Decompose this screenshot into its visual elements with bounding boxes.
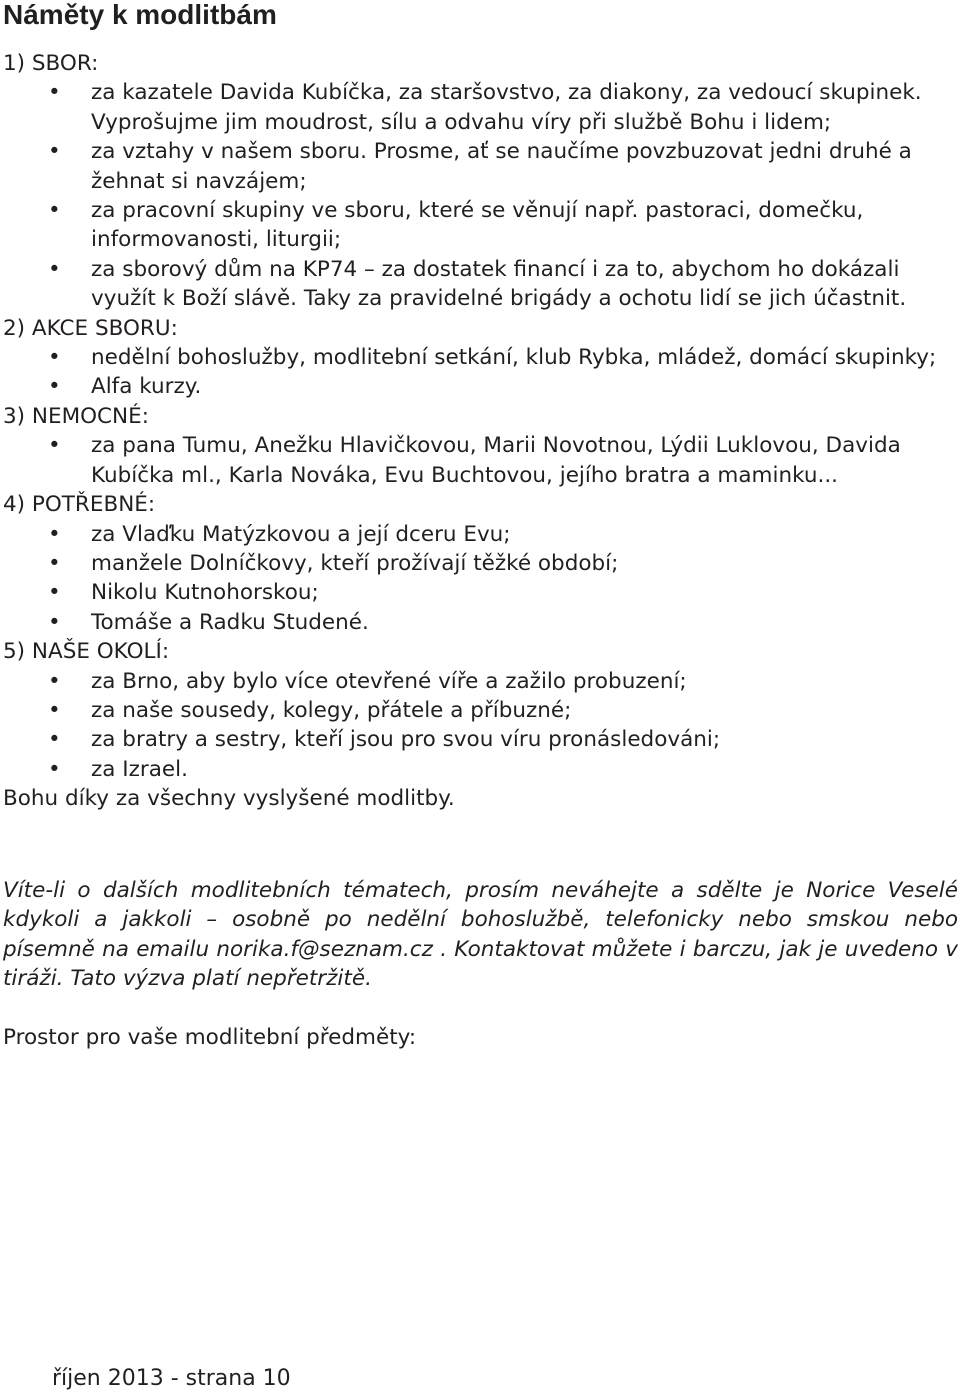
section-heading: 2) AKCE SBORU:	[3, 315, 178, 341]
space-label: Prostor pro vaše modlitební předměty:	[3, 1025, 417, 1050]
section-in-need	[3, 490, 958, 637]
section-church	[3, 49, 958, 314]
item-list	[3, 78, 958, 313]
closing-line: Bohu díky za všechny vyslyšené modlitby.	[3, 786, 455, 812]
list-item: • za Izrael.	[3, 755, 958, 784]
item-list	[3, 520, 958, 638]
section-heading: 5) NAŠE OKOLÍ:	[3, 639, 170, 665]
list-item: • Alfa kurzy.	[3, 372, 958, 401]
list-item: • manžele Dolníčkovy, kteří prožívají těžké období;	[3, 549, 958, 578]
section-sick	[3, 402, 958, 490]
section-heading: 4) POTŘEBNÉ:	[3, 492, 156, 518]
list-item: • za vztahy v našem sboru. Prosme, ať se naučíme povzbuzovat jedni druhé a žehnat si navzájem;	[3, 137, 958, 196]
section-heading: 1) SBOR:	[3, 51, 99, 76]
list-item: • za pana Tumu, Anežku Hlavičkovou, Marii Novotnou, Lýdii Luklovou, Davida Kubíčka ml., Karla Nováka, Evu Buchtovou, jejího bratra a maminku...	[3, 431, 958, 490]
list-item: • Nikolu Kutnohorskou;	[3, 578, 958, 607]
list-item: • nedělní bohoslužby, modlitební setkání, klub Rybka, mládež, domácí skupinky;	[3, 343, 958, 372]
item-list	[3, 431, 958, 490]
list-item: • za Vlaďku Matýzkovou a její dceru Evu;	[3, 520, 958, 549]
contact-note: Víte-li o dalších modlitebních tématech, prosím neváhejte a sdělte je Norice Veselé kdykoli a jakkoli – osobně po nedělní bohoslužbě, telefonicky nebo smskou nebo písemně na emailu norika.f@seznam.cz . Kontaktovat můžete i barczu, jak je uvedeno v tiráži. Tato výzva platí nepřetržitě.	[3, 878, 958, 992]
section-heading: 3) NEMOCNÉ:	[3, 403, 149, 429]
prayer-topics	[3, 49, 958, 814]
list-item: • za naše sousedy, kolegy, přátele a příbuzné;	[3, 696, 958, 725]
page-title: Náměty k modlitbám	[3, 0, 277, 30]
list-item: • za sborový dům na KP74 – za dostatek financí i za to, abychom ho dokázali využít k Boží slávě. Taky za pravidelné brigády a ochotu lidí se jich účastnit.	[3, 255, 958, 314]
list-item: • za kazatele Davida Kubíčka, za staršovstvo, za diakony, za vedoucí skupinek. Vyprošujme jim moudrost, sílu a odvahu víry při službě Bohu i lidem;	[3, 78, 958, 137]
list-item: • Tomáše a Radku Studené.	[3, 608, 958, 637]
list-item: • za Brno, aby bylo více otevřené víře a zažilo probuzení;	[3, 667, 958, 696]
item-list	[3, 343, 958, 402]
page-footer: říjen 2013 - strana 10	[52, 1366, 291, 1391]
list-item: • za bratry a sestry, kteří jsou pro svou víru pronásledováni;	[3, 725, 958, 754]
section-surroundings	[3, 637, 958, 784]
item-list	[3, 667, 958, 785]
section-church-events	[3, 314, 958, 402]
list-item: • za pracovní skupiny ve sboru, které se věnují např. pastoraci, domečku, informovanosti, liturgii;	[3, 196, 958, 255]
